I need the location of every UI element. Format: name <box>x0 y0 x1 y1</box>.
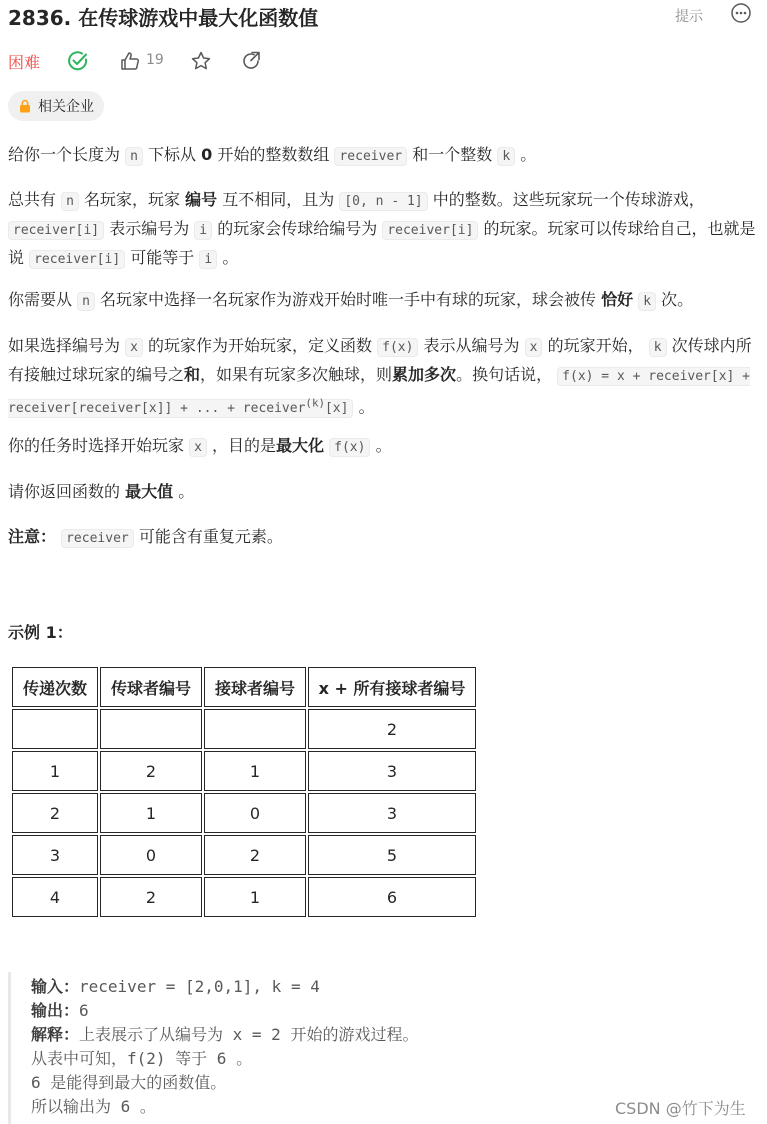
table-cell: 0 <box>100 835 202 875</box>
lock-icon <box>18 99 32 113</box>
column-header: 接球者编号 <box>204 667 306 707</box>
related-companies-tag[interactable] <box>8 91 104 121</box>
csdn-watermark: CSDN @竹下为生 <box>615 1099 746 1118</box>
thumbs-up-icon[interactable] <box>119 50 141 72</box>
table-cell: 2 <box>308 709 476 749</box>
column-header: 传球者编号 <box>100 667 202 707</box>
input-value: receiver = [2,0,1], k = 4 <box>79 977 320 996</box>
table-cell: 1 <box>100 793 202 833</box>
table-cell: 2 <box>100 751 202 791</box>
table-cell <box>100 709 202 749</box>
table-cell: 3 <box>12 835 98 875</box>
explain-line: 6 是能得到最大的函数值。 <box>31 1073 227 1092</box>
input-label: 输入： <box>31 977 80 996</box>
table-header-row <box>12 667 476 707</box>
description-paragraph-1: 给你一个长度为 n 下标从 0 开始的整数数组 receiver 和一个整数 k 。 <box>8 145 537 164</box>
table-cell: 2 <box>204 835 306 875</box>
table-cell <box>204 709 306 749</box>
explain-line: 上表展示了从编号为 x = 2 开始的游戏过程。 <box>79 1025 419 1044</box>
table-cell: 1 <box>204 751 306 791</box>
difficulty-badge: 困难 <box>8 52 41 72</box>
share-icon[interactable] <box>240 50 262 72</box>
output-label: 输出： <box>31 1001 80 1020</box>
table-cell: 2 <box>100 877 202 917</box>
output-value: 6 <box>79 1001 89 1020</box>
table-cell <box>12 709 98 749</box>
table-row <box>12 877 476 917</box>
table-cell: 6 <box>308 877 476 917</box>
table-cell: 1 <box>204 877 306 917</box>
table-row <box>12 793 476 833</box>
description-paragraph-3: 你需要从 n 名玩家中选择一名玩家作为游戏开始时唯一手中有球的玩家，球会被传 恰好 k 次。 <box>8 290 694 309</box>
solved-check-icon <box>67 50 89 72</box>
example-table <box>10 665 478 919</box>
table-cell: 4 <box>12 877 98 917</box>
company-tag-label: 相关企业 <box>38 99 94 115</box>
table-cell: 3 <box>308 751 476 791</box>
table-cell: 3 <box>308 793 476 833</box>
problem-title: 2836. 在传球游戏中最大化函数值 <box>8 6 319 30</box>
table-cell: 5 <box>308 835 476 875</box>
column-header: x + 所有接球者编号 <box>308 667 476 707</box>
hint-button[interactable]: 提示 <box>675 9 703 25</box>
column-header: 传递次数 <box>12 667 98 707</box>
table-cell: 1 <box>12 751 98 791</box>
table-row <box>12 751 476 791</box>
star-favorite-icon[interactable] <box>190 50 212 72</box>
explain-line: 从表中可知，f(2) 等于 6 。 <box>31 1049 253 1068</box>
description-paragraph-6: 请你返回函数的 最大值 。 <box>8 482 195 501</box>
explain-line: 所以输出为 6 。 <box>31 1097 156 1116</box>
table-cell: 0 <box>204 793 306 833</box>
description-note: 注意： receiver 可能含有重复元素。 <box>8 527 283 546</box>
explain-label: 解释： <box>31 1025 80 1044</box>
example-title: 示例 1： <box>8 623 73 642</box>
more-options-icon[interactable] <box>730 2 752 24</box>
table-row <box>12 835 476 875</box>
description-paragraph-2: 总共有 n 名玩家，玩家 编号 互不相同，且为 [0, n - 1] 中的整数。这些玩家玩一个传球游戏， receiver[i] 表示编号为 i 的玩家会传球给编号为 receiver[i] 的玩家。玩家可以传球给自己，也就是说 receiver[i] 可能等于 i 。 <box>8 190 756 267</box>
table-cell: 2 <box>12 793 98 833</box>
description-paragraph-5: 你的任务时选择开始玩家 x ，目的是最大化 f(x) 。 <box>8 436 392 455</box>
description-paragraph-4: 如果选择编号为 x 的玩家作为开始玩家，定义函数 f(x) 表示从编号为 x 的玩家开始， k 次传球内所有接触过球玩家的编号之和，如果有玩家多次触球，则累加多次。换句话说， f(x) = x + receiver[x] + receiver[receiver[x]] + ... + receiver$^{(k)}$[x] 。 <box>8 336 752 417</box>
like-count: 19 <box>146 52 164 68</box>
table-row <box>12 709 476 749</box>
